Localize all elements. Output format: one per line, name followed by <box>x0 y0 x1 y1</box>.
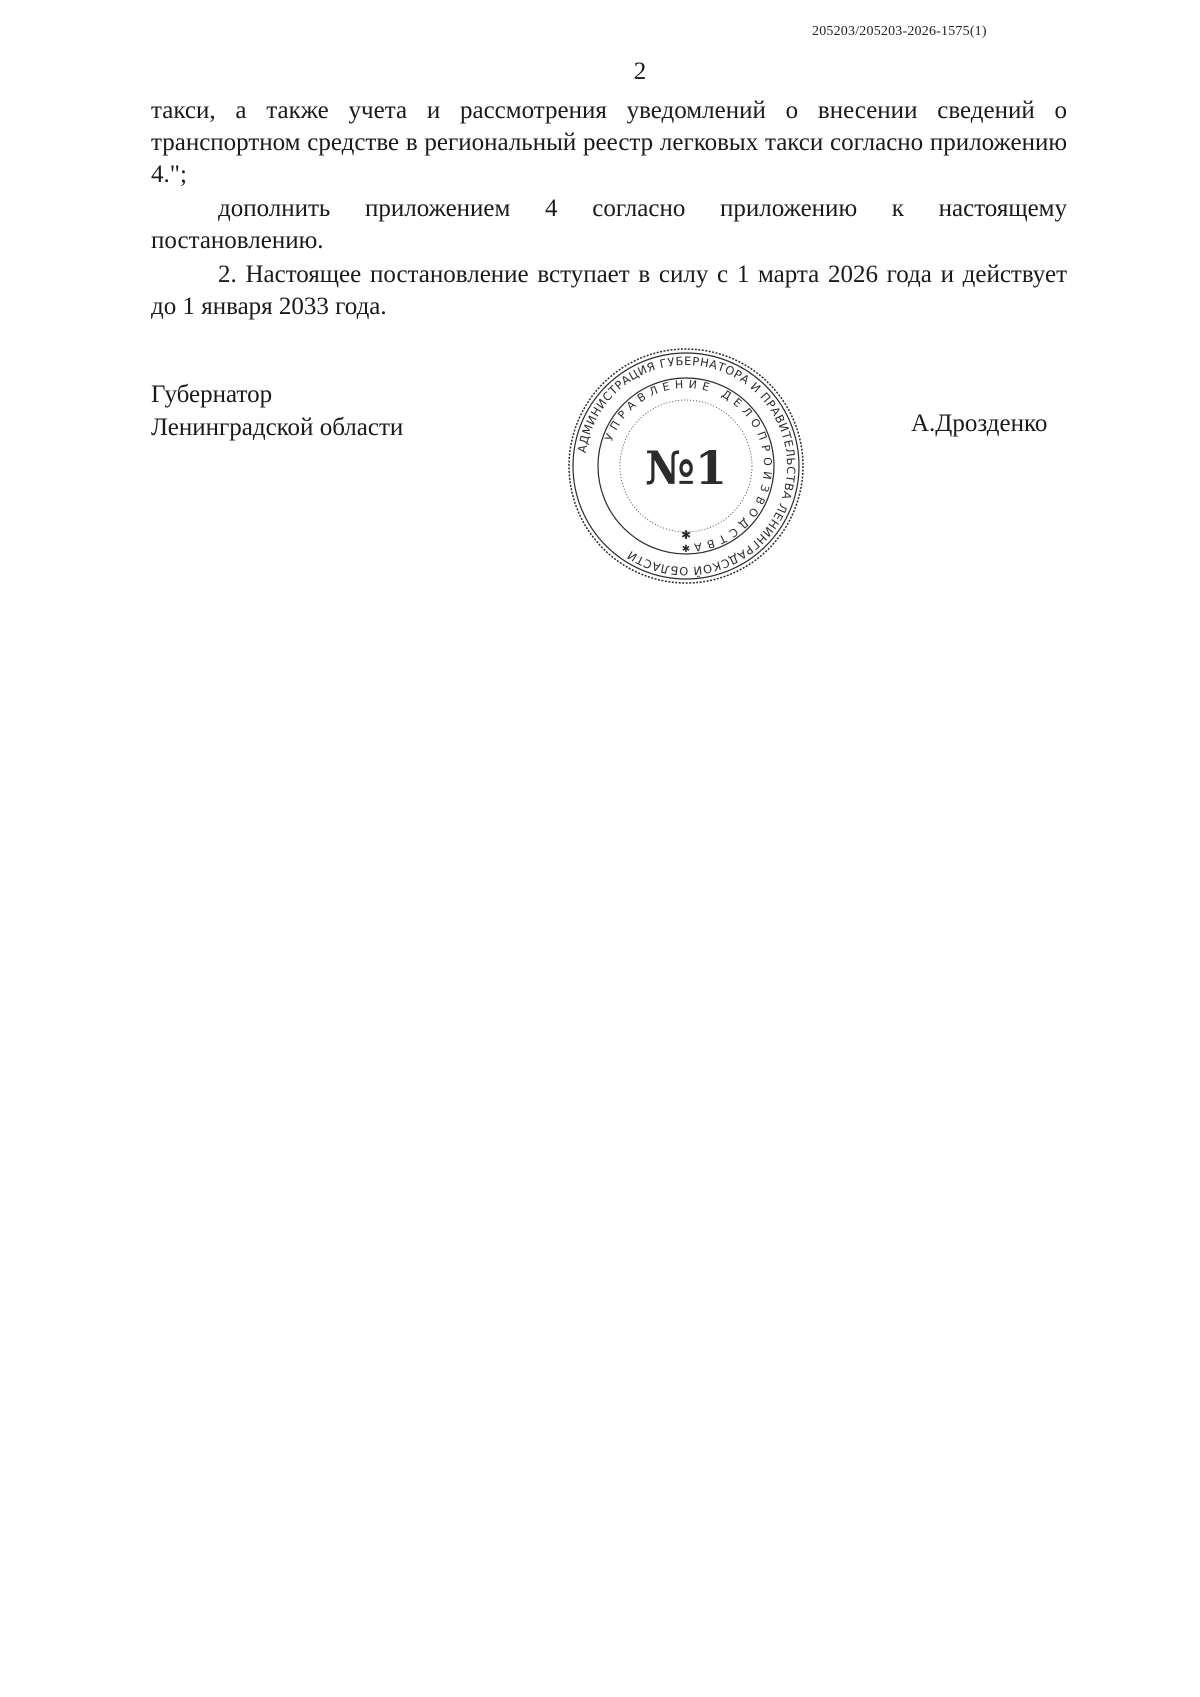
document-id: 205203/205203-2026-1575(1) <box>812 24 987 39</box>
official-stamp <box>566 346 806 586</box>
document-body <box>151 95 1067 325</box>
signer-name: А.Дрозденко <box>911 410 1048 437</box>
stamp-outer-text: АДМИНИСТРАЦИЯ ГУБЕРНАТОРА И ПРАВИТЕЛЬСТВА ЛЕНИНГРАДСКОЙ ОБЛАСТИ <box>574 353 799 579</box>
body-paragraph: такси, а также учета и рассмотрения уведомлений о внесении сведений о транспортном средстве в региональный реестр легковых такси согласно приложению 4."; <box>151 97 1067 188</box>
body-paragraph: 2. Настоящее постановление вступает в силу с 1 марта 2026 года и действует до 1 января 2033 года. <box>151 261 1067 320</box>
svg-text:✱: ✱ <box>681 544 691 555</box>
svg-text:✱: ✱ <box>680 528 692 542</box>
stamp-inner-text: УПРАВЛЕНИЕ ДЕЛОПРОИЗВОДСТВА <box>602 377 775 555</box>
signer-position-line: Губернатор <box>151 381 273 408</box>
body-paragraph: дополнить приложением 4 согласно приложению к настоящему постановлению. <box>151 195 1067 254</box>
stamp-seal-graphic <box>566 346 806 586</box>
stamp-center-text: №1 <box>644 441 728 495</box>
signer-position <box>151 378 403 444</box>
page-number: 2 <box>633 58 647 85</box>
signer-position-line: Ленинградской области <box>151 414 404 441</box>
